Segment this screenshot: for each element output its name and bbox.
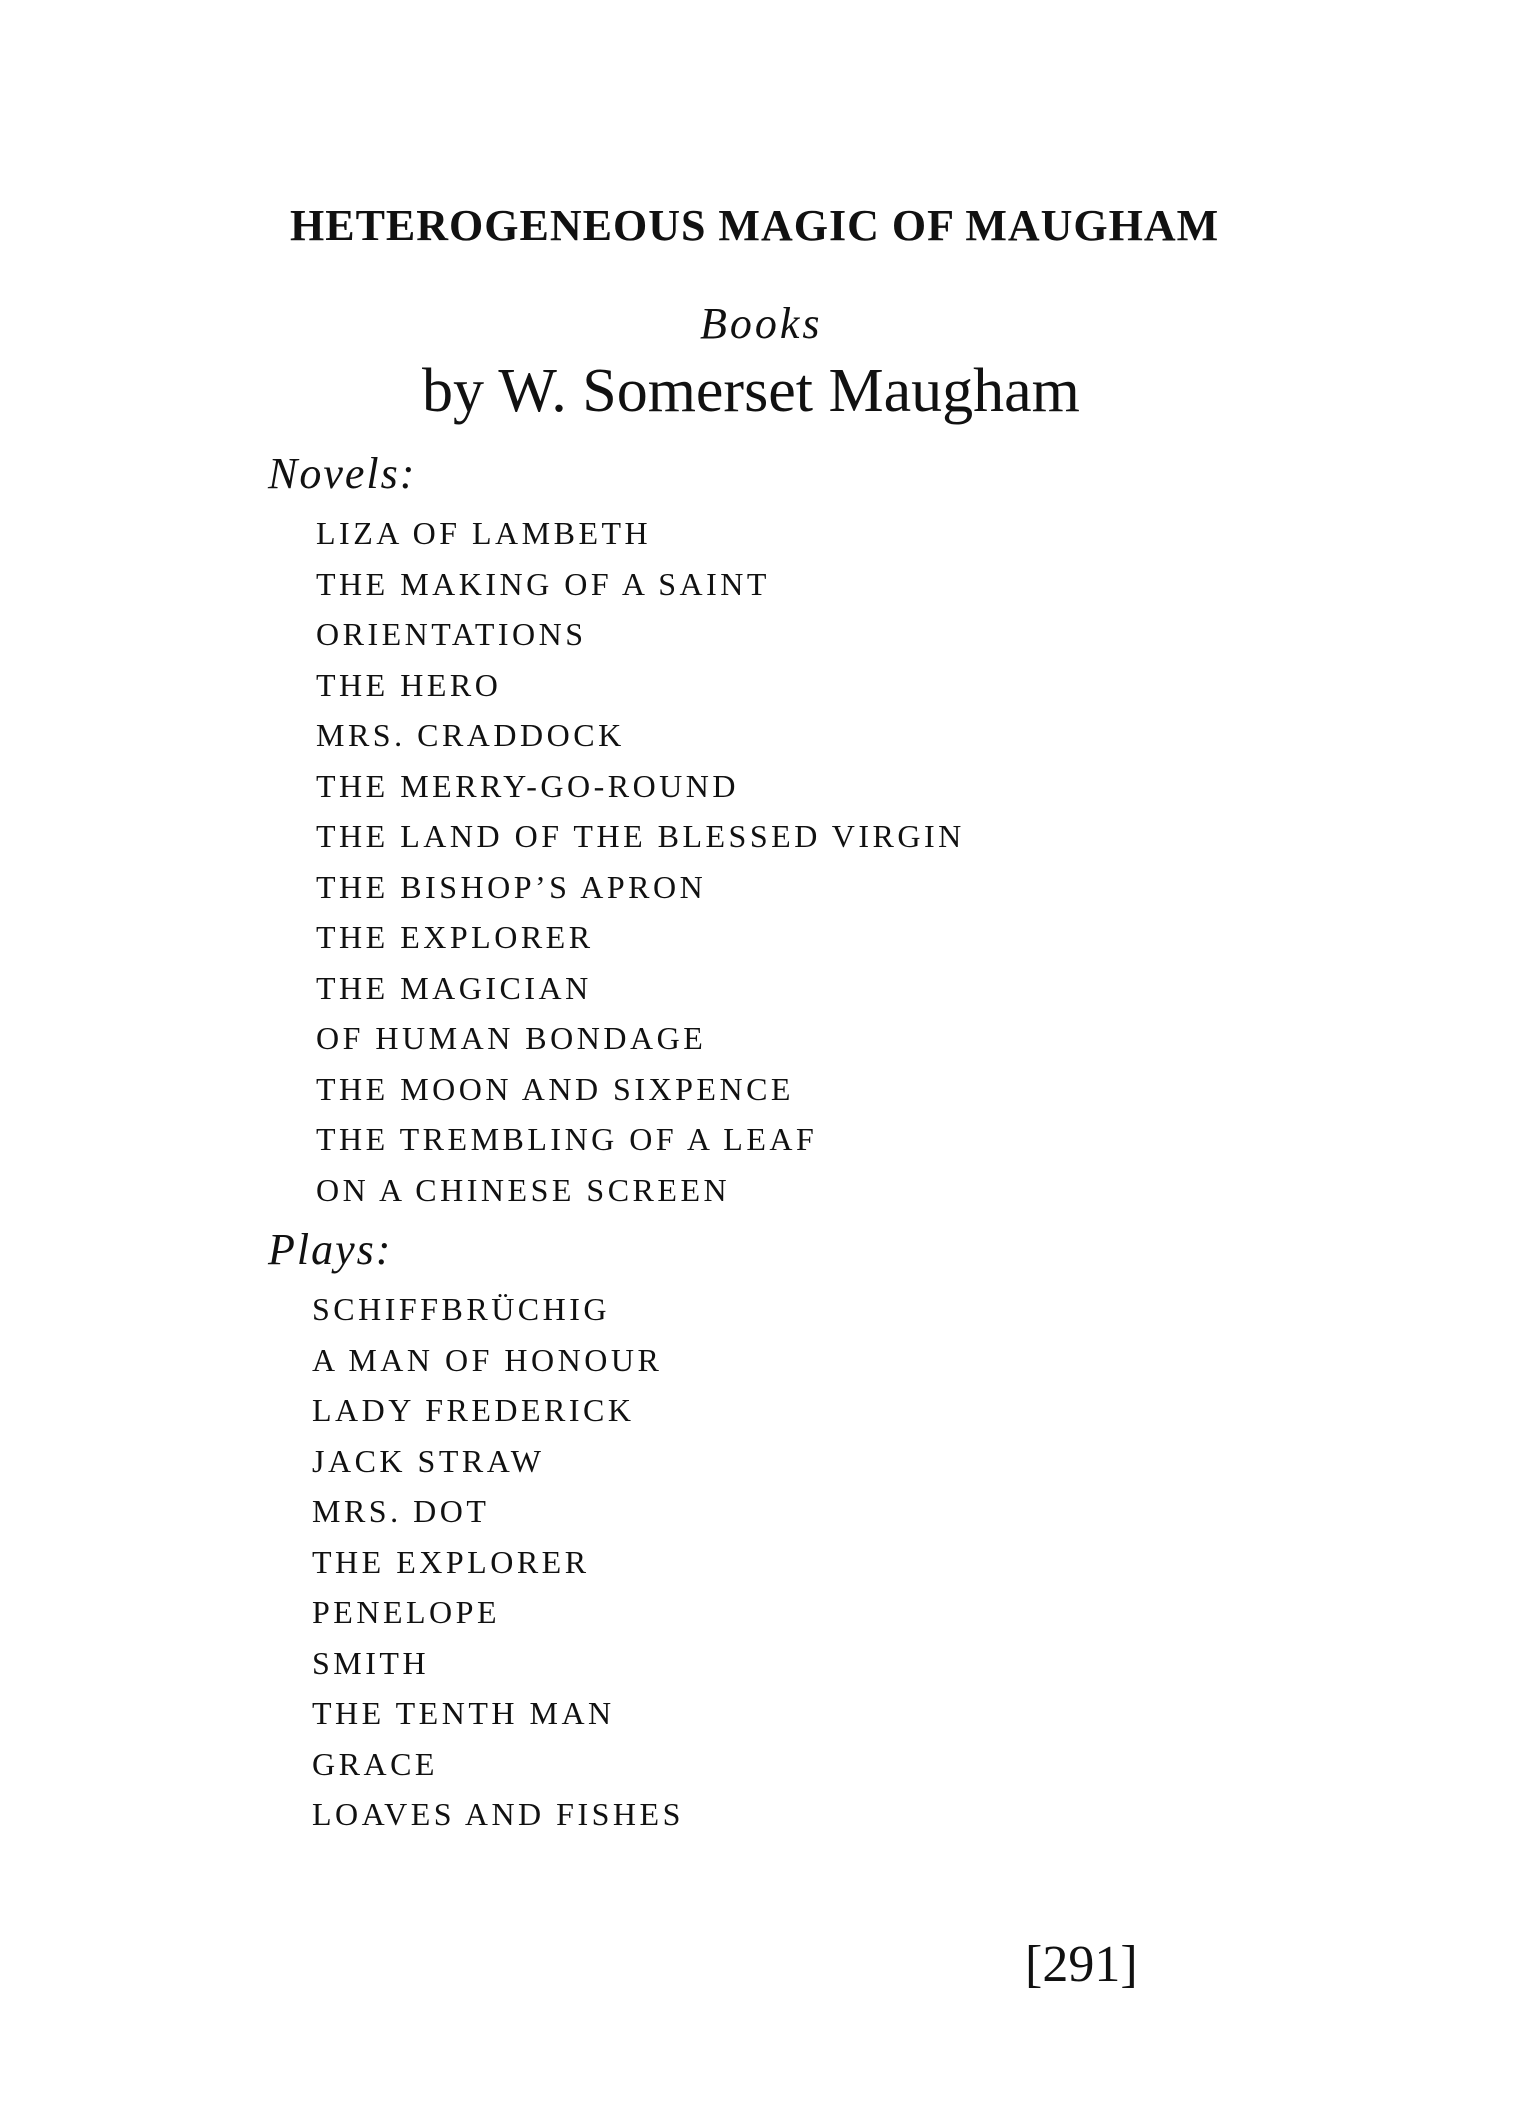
play-title: A MAN OF HONOUR (312, 1341, 663, 1378)
novels-section-label: Novels: (268, 449, 417, 498)
novel-title: THE EXPLORER (316, 919, 594, 955)
novel-title: THE MERRY-GO-ROUND (316, 767, 739, 804)
play-title: MRS. DOT (312, 1493, 490, 1529)
novel-title: ON A CHINESE SCREEN (316, 1171, 731, 1208)
play-title: LOAVES AND FISHES (312, 1796, 684, 1832)
novel-title: THE MAGICIAN (316, 969, 592, 1006)
books-heading: Books (700, 299, 823, 348)
plays-section-label: Plays: (268, 1225, 393, 1274)
novel-title: OF HUMAN BONDAGE (316, 1020, 707, 1056)
novel-title: THE HERO (316, 666, 502, 703)
play-title: THE TENTH MAN (312, 1695, 615, 1731)
play-title: SMITH (312, 1644, 430, 1681)
novel-title: MRS. CRADDOCK (316, 717, 625, 753)
play-title: GRACE (312, 1745, 438, 1782)
novel-title: THE BISHOP’S APRON (316, 868, 707, 905)
plays-list (312, 1284, 684, 1840)
novel-title: THE LAND OF THE BLESSED VIRGIN (316, 818, 965, 854)
play-title: LADY FREDERICK (312, 1392, 635, 1428)
play-title: THE EXPLORER (312, 1543, 590, 1580)
novel-title: THE MOON AND SIXPENCE (316, 1070, 794, 1107)
author-heading: by W. Somerset Maugham (422, 357, 1080, 425)
novel-title: THE TREMBLING OF A LEAF (316, 1121, 818, 1157)
novel-title: LIZA OF LAMBETH (316, 515, 652, 551)
novel-title: ORIENTATIONS (316, 616, 587, 652)
play-title: SCHIFFBRÜCHIG (312, 1291, 611, 1327)
page-number: [291] (1025, 1936, 1138, 1993)
novels-list (316, 508, 965, 1215)
play-title: JACK STRAW (312, 1442, 545, 1479)
play-title: PENELOPE (312, 1594, 500, 1630)
running-head: HETEROGENEOUS MAGIC OF MAUGHAM (290, 201, 1220, 250)
novel-title: THE MAKING OF A SAINT (316, 565, 770, 602)
